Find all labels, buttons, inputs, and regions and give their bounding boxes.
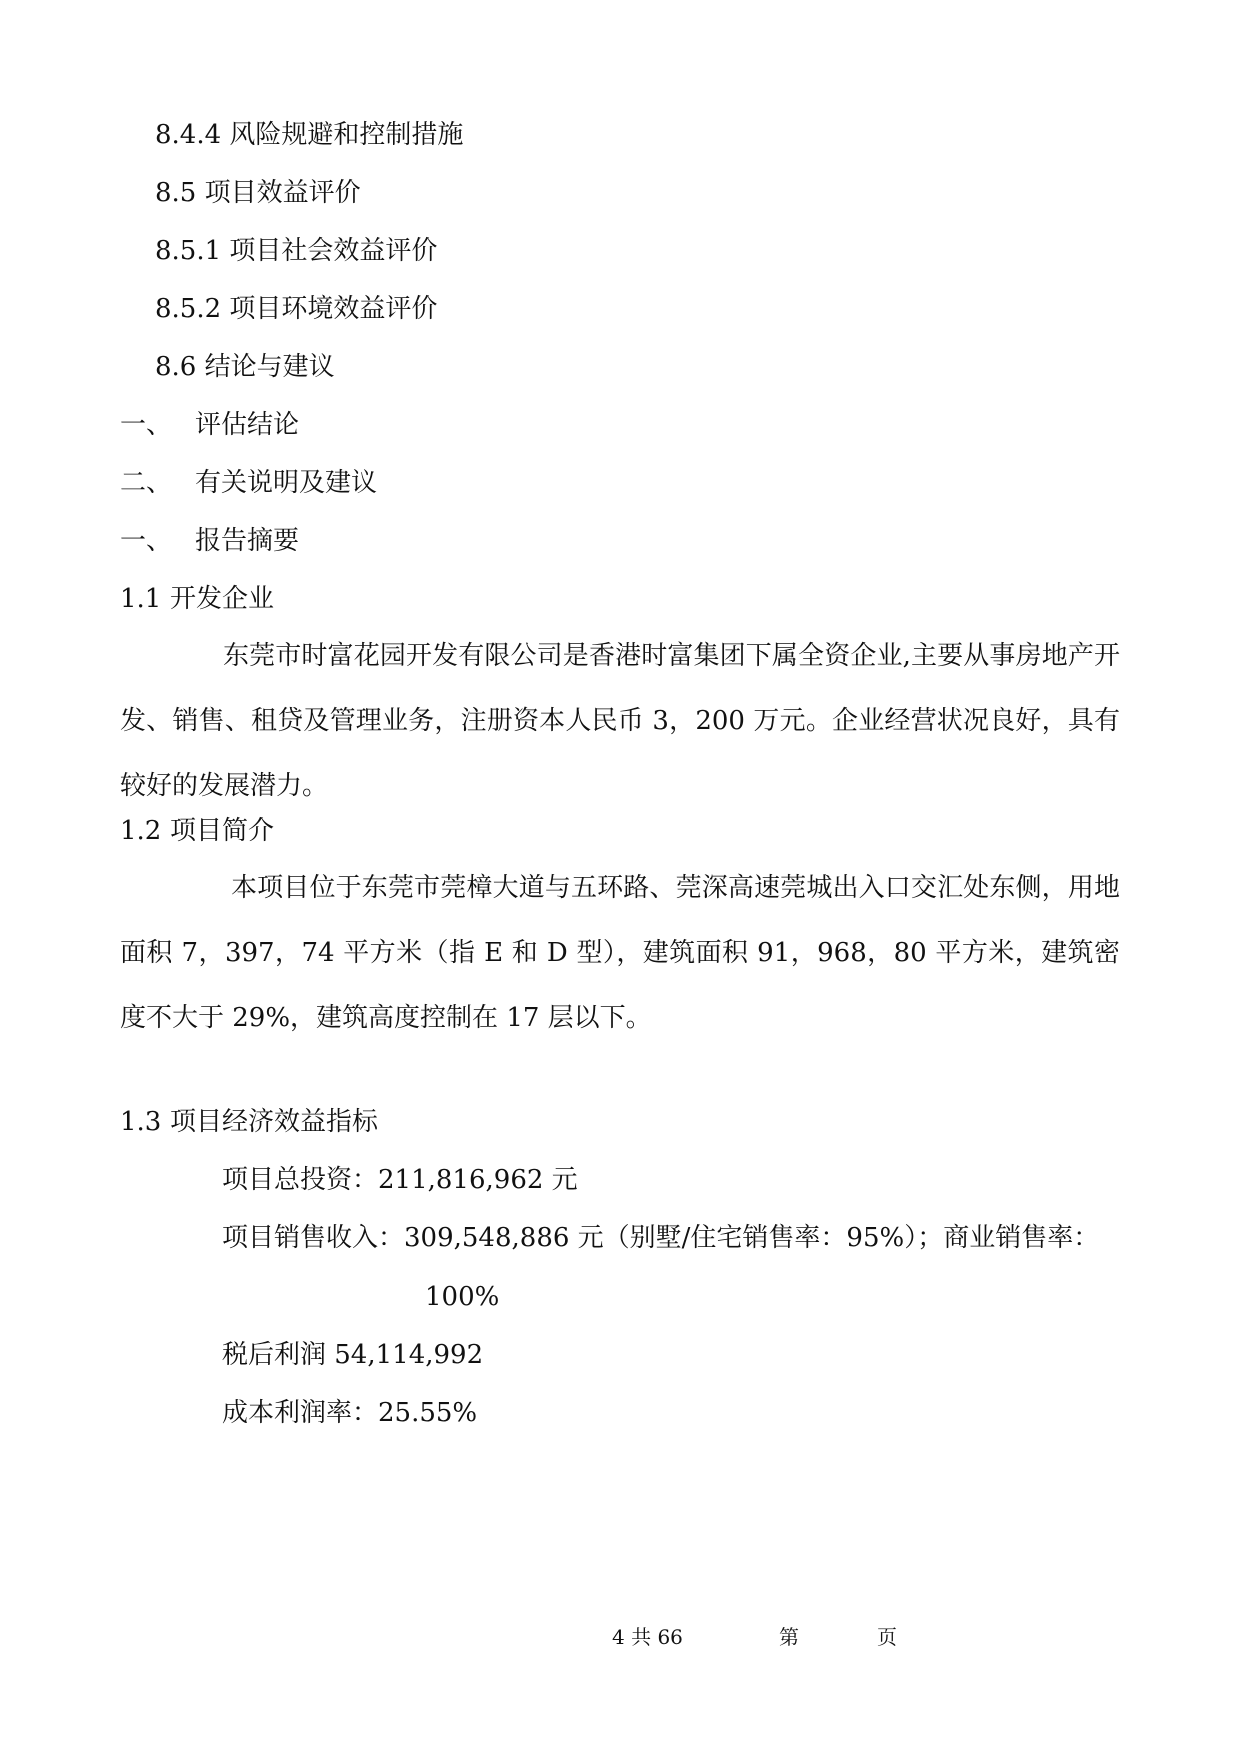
summary-marker: 一、 [120,526,173,556]
toc-item-8-5-2: 8.5.2 项目环境效益评价 [155,294,438,324]
summary-heading [120,525,299,557]
chapter-marker: 二、 [120,468,173,498]
section-number: 1.1 [120,584,162,614]
chapter-title: 有关说明及建议 [195,468,378,498]
metric-total-investment: 项目总投资：211,816,962 元 [222,1165,578,1195]
summary-title: 报告摘要 [195,526,300,556]
chapter-title: 评估结论 [195,410,300,440]
chapter-marker: 一、 [120,410,173,440]
toc-item-8-6: 8.6 结论与建议 [155,352,335,382]
section-title: 项目简介 [170,816,275,846]
section-heading-1-1 [120,583,274,615]
toc-chapter-conclusion [120,409,299,441]
footer-label-ye: 页 [877,1625,897,1649]
section-heading-1-3 [120,1106,378,1138]
section-number: 1.3 [120,1107,162,1137]
metric-after-tax-profit: 税后利润 54,114,992 [222,1340,484,1370]
footer-page-total: 4 共 66 [612,1625,683,1649]
footer-label-di: 第 [779,1625,799,1649]
metric-cost-profit-rate: 成本利润率：25.55% [222,1398,478,1428]
section-title: 开发企业 [170,584,275,614]
toc-chapter-notes [120,467,377,499]
toc-item-8-4-4: 8.4.4 风险规避和控制措施 [155,120,464,150]
section-title: 项目经济效益指标 [170,1107,379,1137]
section-number: 1.2 [120,816,162,846]
section-paragraph-1-1: 东莞市时富花园开发有限公司是香港时富集团下属全资企业,主要从事房地产开发、销售、租贷及管理业务，注册资本人民币 3，200 万元。企业经营状况良好，具有较好的发展潜力。 [120,641,1120,801]
metric-sales-revenue-continued: 100% [425,1282,500,1312]
toc-item-8-5-1: 8.5.1 项目社会效益评价 [155,236,438,266]
metric-sales-revenue: 项目销售收入：309,548,886 元（别墅/住宅销售率：95%）；商业销售率： [222,1223,1100,1253]
section-paragraph-1-2: 本项目位于东莞市莞樟大道与五环路、莞深高速莞城出入口交汇处东侧，用地面积 7，397，74 平方米（指 E 和 D 型），建筑面积 91，968，80 平方米，建筑密度不大于 29%，建筑高度控制在 17 层以下。 [120,873,1120,1033]
section-heading-1-2 [120,815,274,847]
toc-item-8-5: 8.5 项目效益评价 [155,178,361,208]
